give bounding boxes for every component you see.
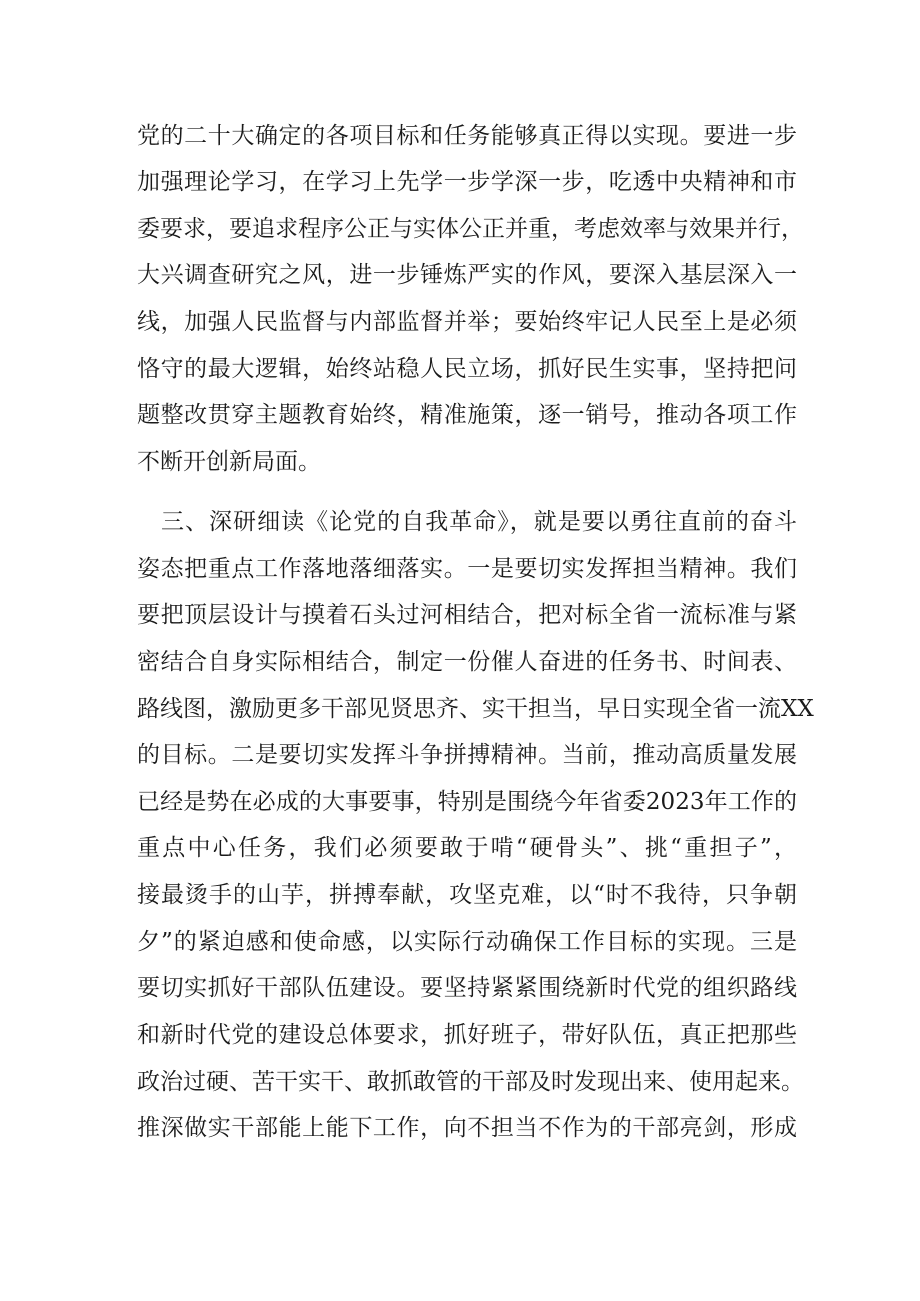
text-line: 党的二十大确定的各项目标和任务能够真正得以实现。要进一步 (137, 123, 797, 149)
text-line: 要把顶层设计与摸着石头过河相结合，把对标全省一流标准与紧 (137, 602, 797, 628)
text-line-last: 不断开创新局面。 (137, 449, 321, 475)
text-line: 已经是势在必成的大事要事，特别是围绕今年省委2023年工作的 (137, 789, 797, 815)
text-line: 的目标。二是要切实发挥斗争拼搏精神。当前，推动高质量发展 (137, 742, 797, 768)
text-line: 接最烫手的山芋，拼搏奉献，攻坚克难，以“时不我待，只争朝 (137, 882, 797, 908)
text-line: 路线图，激励更多干部见贤思齐、实干担当，早日实现全省一流XX (137, 696, 814, 722)
text-line: 大兴调查研究之风，进一步锤炼严实的作风，要深入基层深入一 (137, 262, 797, 288)
text-line: 密结合自身实际相结合，制定一份催人奋进的任务书、时间表、 (137, 649, 797, 675)
text-line: 推深做实干部能上能下工作，向不担当不作为的干部亮剑，形成 (137, 1115, 797, 1141)
text-line: 政治过硬、苦干实干、敢抓敢管的干部及时发现出来、使用起来。 (137, 1069, 804, 1095)
text-line: 线，加强人民监督与内部监督并举；要始终牢记人民至上是必须 (137, 309, 797, 335)
text-line: 恪守的最大逻辑，始终站稳人民立场，抓好民生实事，坚持把问 (137, 356, 797, 382)
text-line: 夕”的紧迫感和使命感，以实际行动确保工作目标的实现。三是 (137, 929, 797, 955)
paragraph-heading-line: 三、深研细读《论党的自我革命》，就是要以勇往直前的奋斗 (161, 509, 797, 535)
text-line: 委要求，要追求程序公正与实体公正并重，考虑效率与效果并行， (137, 216, 804, 242)
text-line: 加强理论学习，在学习上先学一步学深一步，吃透中央精神和市 (137, 169, 797, 195)
text-line: 重点中心任务，我们必须要敢于啃“硬骨头”、挑“重担子”， (137, 835, 797, 861)
text-line: 题整改贯穿主题教育始终，精准施策，逐一销号，推动各项工作 (137, 402, 797, 428)
text-line: 和新时代党的建设总体要求，抓好班子，带好队伍，真正把那些 (137, 1022, 797, 1048)
text-line: 姿态把重点工作落地落细落实。一是要切实发挥担当精神。我们 (137, 556, 797, 582)
text-line: 要切实抓好干部队伍建设。要坚持紧紧围绕新时代党的组织路线 (137, 975, 797, 1001)
